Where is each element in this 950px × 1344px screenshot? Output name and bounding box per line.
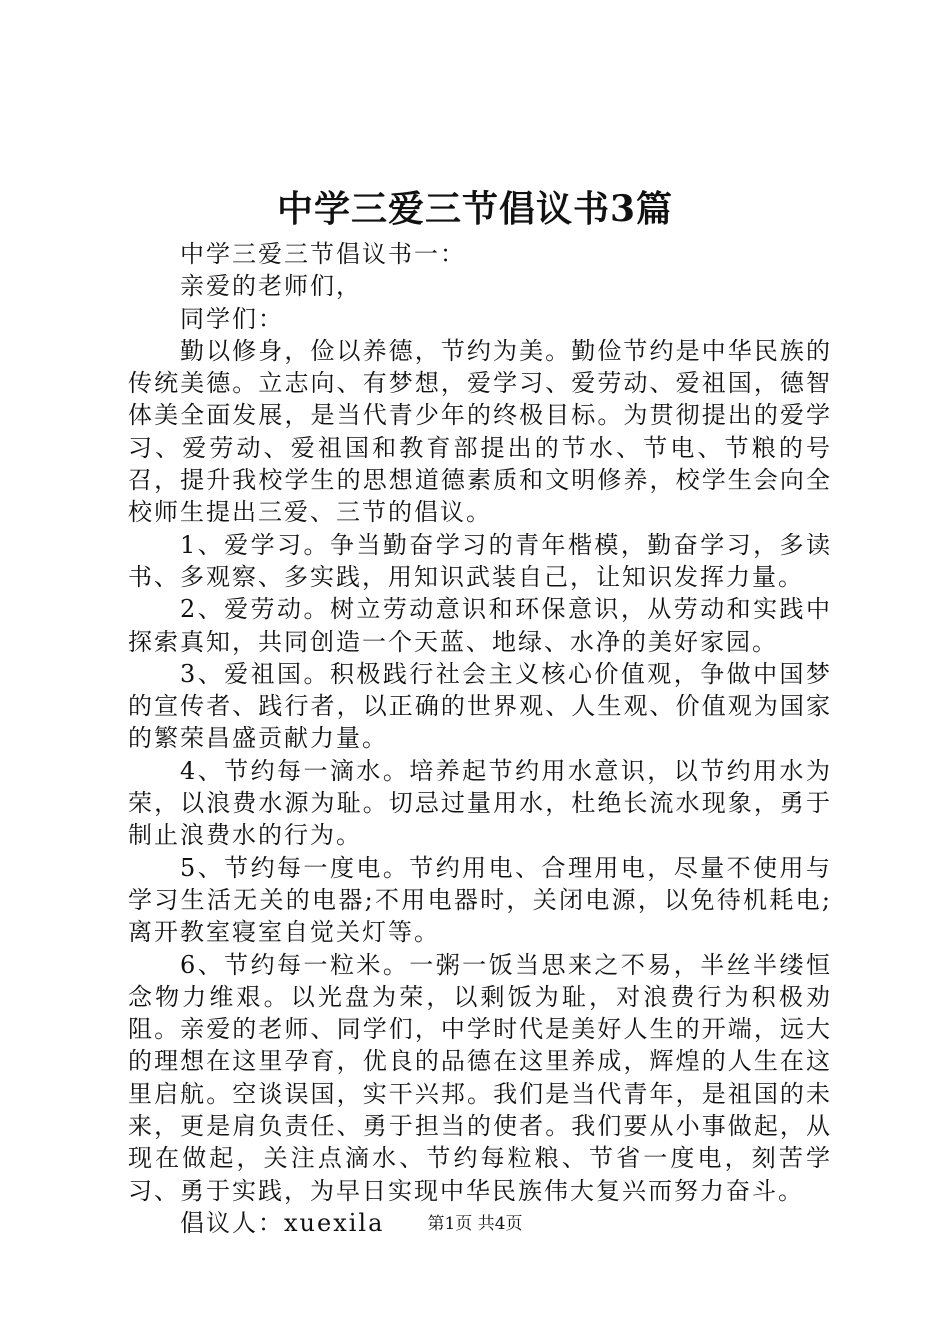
paragraph-salutation-teachers: 亲爱的老师们， [180, 272, 362, 301]
paragraph-item-4: 4、节约每一滴水。培养起节约用水意识，以节约用水为荣，以浪费水源为耻。切忌过量用水，杜绝长流水现象，勇于制止浪费水的行为。 [128, 756, 832, 850]
paragraph-salutation-students: 同学们： [180, 304, 284, 333]
page-number: 第1页 共4页 [427, 1214, 523, 1234]
document-body [128, 238, 832, 1239]
paragraph-signature: 倡议人：xuexila [180, 1208, 385, 1237]
paragraph-item-3: 3、爱祖国。积极践行社会主义核心价值观，争做中国梦的宣传者、践行者，以正确的世界观、人生观、价值观为国家的繁荣昌盛贡献力量。 [128, 659, 832, 753]
document-title: 中学三爱三节倡议书3篇 [276, 188, 674, 230]
paragraph-item-1: 1、爱学习。争当勤奋学习的青年楷模，勤奋学习，多读书、多观察、多实践，用知识武装自己，让知识发挥力量。 [128, 530, 832, 591]
paragraph-intro: 勤以修身，俭以养德，节约为美。勤俭节约是中华民族的传统美德。立志向、有梦想，爱学习、爱劳动、爱祖国，德智体美全面发展，是当代青少年的终极目标。为贯彻提出的爱学习、爱劳动、爱祖国和教育部提出的节水、节电、节粮的号召，提升我校学生的思想道德素质和文明修养，校学生会向全校师生提出三爱、三节的倡议。 [128, 336, 832, 527]
paragraph-subtitle: 中学三爱三节倡议书一： [180, 240, 466, 268]
paragraph-item-5: 5、节约每一度电。节约用电、合理用电，尽量不使用与学习生活无关的电器;不用电器时，关闭电源，以免待机耗电;离开教室寝室自觉关灯等。 [128, 853, 832, 947]
paragraph-item-6: 6、节约每一粒米。一粥一饭当思来之不易，半丝半缕恒念物力维艰。以光盘为荣，以剩饭为耻，对浪费行为积极劝阻。亲爱的老师、同学们，中学时代是美好人生的开端，远大的理想在这里孕育，优良的品德在这里养成，辉煌的人生在这里启航。空谈误国，实干兴邦。我们是当代青年，是祖国的未来，更是肩负责任、勇于担当的使者。我们要从小事做起，从现在做起，关注点滴水、节约每粒粮、节省一度电，刻苦学习、勇于实践，为早日实现中华民族伟大复兴而努力奋斗。 [128, 950, 832, 1205]
paragraph-item-2: 2、爱劳动。树立劳动意识和环保意识，从劳动和实践中探索真知，共同创造一个天蓝、地绿、水净的美好家园。 [128, 595, 832, 656]
